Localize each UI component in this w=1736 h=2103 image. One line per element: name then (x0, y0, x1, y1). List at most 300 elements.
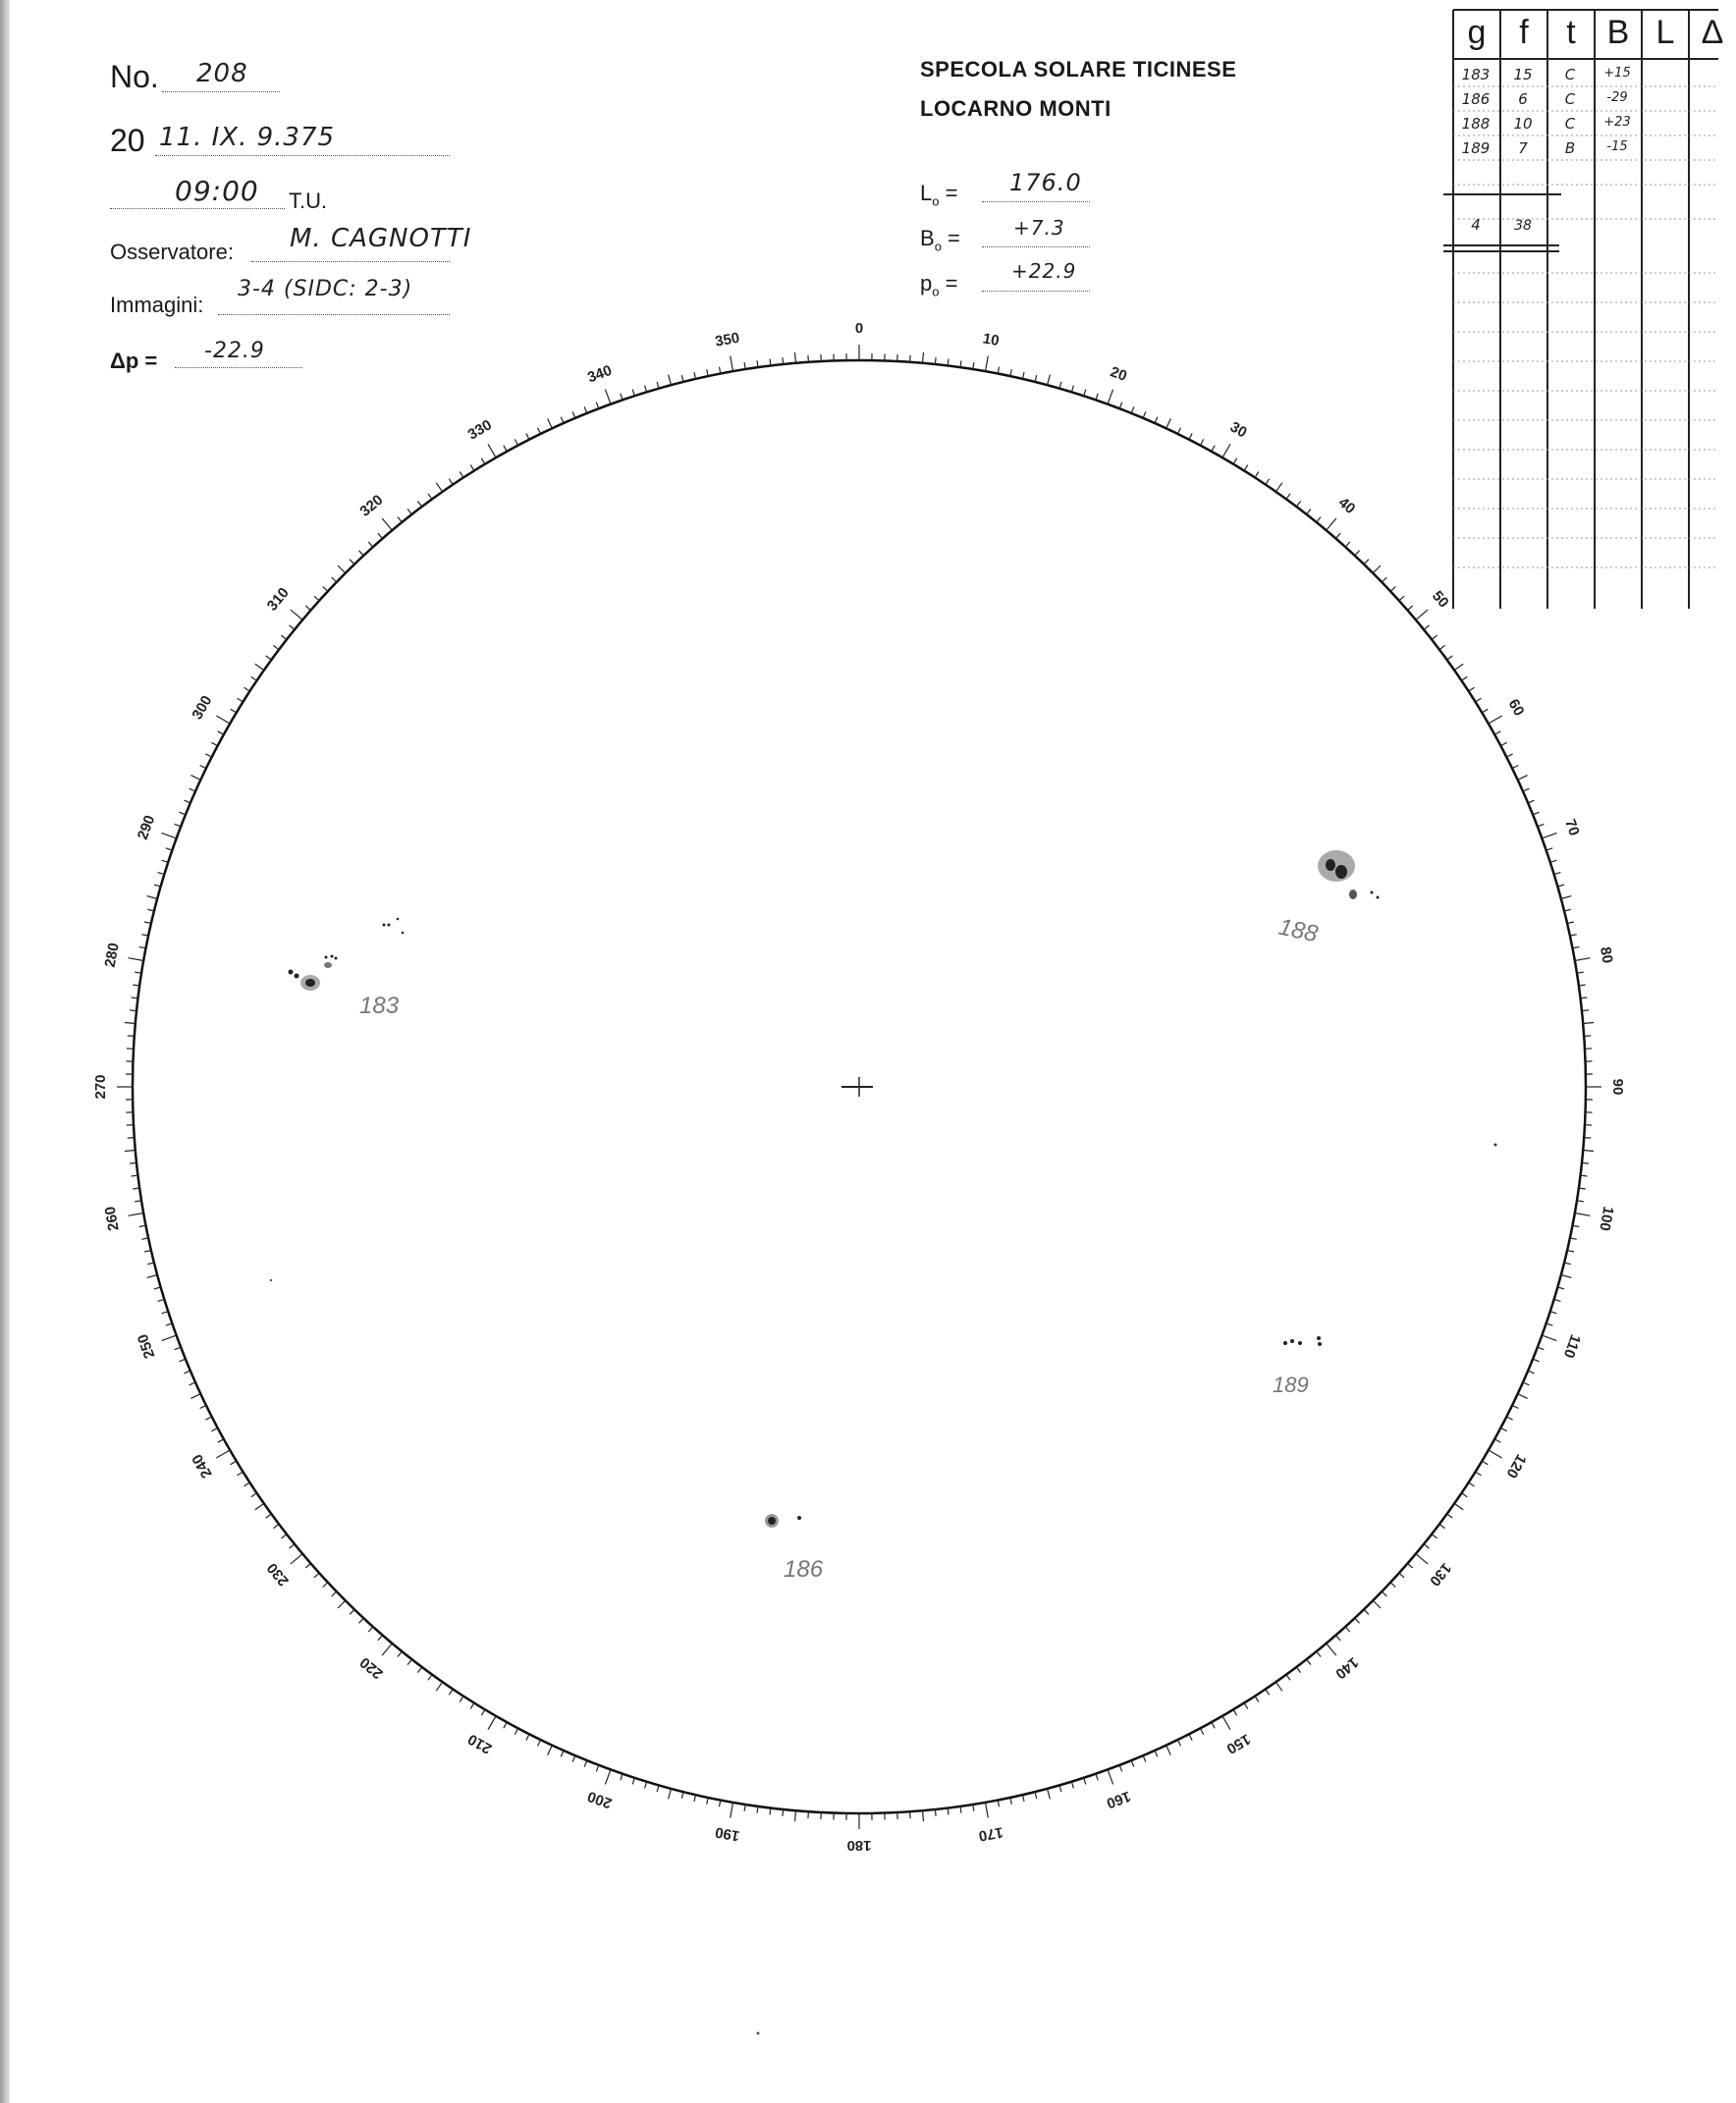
degree-label-200: 200 (585, 1787, 615, 1812)
degree-label-160: 160 (1104, 1787, 1133, 1812)
degree-tick (1048, 375, 1051, 386)
degree-tick (1317, 1651, 1321, 1656)
table-cell: -29 (1606, 90, 1628, 105)
degree-tick (948, 359, 949, 366)
table-cell: C (1564, 115, 1576, 133)
degree-tick (290, 625, 295, 629)
degree-tick (211, 742, 217, 745)
table-cell: C (1564, 90, 1576, 108)
degree-tick (417, 501, 421, 507)
degree-tick (129, 958, 144, 961)
degree-label-170: 170 (977, 1823, 1004, 1845)
degree-tick (1233, 458, 1237, 464)
degree-tick (1364, 560, 1369, 565)
degree-tick (290, 1544, 295, 1548)
degree-tick (910, 355, 911, 362)
degree-tick (1286, 494, 1290, 500)
table-header-f: f (1519, 14, 1529, 51)
degree-label-20: 20 (1108, 363, 1129, 385)
degree-tick (338, 566, 346, 573)
degree-tick (428, 1675, 432, 1681)
sunspot-pore (1290, 1339, 1294, 1343)
degree-tick (1255, 1697, 1259, 1702)
sunspot-pore (388, 924, 391, 927)
degree-tick (632, 1778, 634, 1785)
time-unit: T.U. (289, 189, 328, 213)
degree-label-300: 300 (189, 692, 216, 723)
degree-tick (1399, 1573, 1404, 1578)
degree-tick (1494, 1439, 1500, 1442)
sunspot-pore (1318, 1342, 1322, 1346)
sunspot-group-183 (289, 918, 405, 1019)
degree-tick (166, 848, 173, 850)
degree-tick (281, 635, 287, 639)
degree-tick (1155, 1751, 1158, 1756)
degree-label-60: 60 (1504, 696, 1528, 720)
degree-tick (216, 1450, 230, 1458)
degree-tick (1554, 873, 1561, 875)
degree-tick (132, 1175, 138, 1176)
degree-tick (1166, 418, 1171, 428)
degree-label-210: 210 (464, 1730, 495, 1757)
degree-label-130: 130 (1426, 1559, 1455, 1590)
degree-tick (190, 776, 200, 781)
sunspot-group-188 (1276, 850, 1380, 947)
observer-value: M. CAGNOTTI (290, 224, 472, 253)
degree-label-280: 280 (101, 942, 123, 969)
degree-tick (1390, 587, 1395, 592)
degree-tick (669, 1789, 672, 1800)
degree-tick (1071, 386, 1073, 393)
degree-tick (1035, 1792, 1037, 1799)
degree-tick (1364, 1609, 1369, 1614)
table-cell: 15 (1513, 66, 1533, 83)
degree-tick (158, 873, 165, 875)
degree-tick (147, 1275, 158, 1278)
group-label-183: 183 (359, 993, 400, 1019)
sunspot-pore (1349, 890, 1357, 899)
degree-tick (1546, 1323, 1553, 1325)
degree-label-150: 150 (1223, 1730, 1254, 1757)
degree-label-140: 140 (1331, 1653, 1362, 1683)
degree-tick (179, 812, 186, 815)
degree-tick (1416, 610, 1428, 620)
degree-tick (129, 1213, 144, 1216)
degree-tick (488, 1716, 496, 1730)
degree-tick (669, 375, 672, 386)
degree-tick (923, 1810, 924, 1821)
degree-tick (731, 356, 733, 372)
table-header-t: t (1566, 14, 1576, 51)
degree-tick (314, 1573, 319, 1578)
sunspot-pore (383, 924, 386, 927)
degree-label-190: 190 (714, 1823, 741, 1845)
degree-tick (986, 1803, 989, 1818)
degree-tick (238, 698, 244, 702)
degree-label-0: 0 (854, 319, 864, 337)
degree-tick (305, 1564, 310, 1569)
degree-tick (795, 352, 796, 363)
degree-tick (1416, 1554, 1428, 1564)
degree-tick (162, 860, 169, 862)
p0-value: +22.9 (1011, 259, 1077, 283)
degree-tick (548, 418, 553, 428)
degree-tick (128, 1036, 135, 1037)
degree-tick (470, 1703, 474, 1709)
degree-tick (572, 411, 575, 417)
sunspot-pore (331, 955, 334, 958)
degree-tick (1408, 1564, 1413, 1569)
sunspot-pore (335, 957, 338, 960)
degree-tick (1143, 1755, 1146, 1761)
degree-tick (179, 1359, 186, 1362)
table-cell: 186 (1461, 90, 1491, 108)
degree-tick (200, 1405, 206, 1408)
scan-speck (757, 2032, 760, 2035)
degree-tick (1119, 403, 1122, 409)
degree-tick (1200, 439, 1203, 445)
sunspot-penumbra (1318, 850, 1355, 882)
degree-label-330: 330 (464, 416, 495, 444)
degree-tick (436, 1682, 442, 1691)
degree-tick (572, 1755, 575, 1761)
degree-tick (291, 610, 302, 620)
table-total-spots: 38 (1514, 218, 1532, 234)
degree-tick (1489, 1450, 1502, 1458)
degree-tick (1108, 1769, 1113, 1784)
date-value: 11. IX. 9.375 (159, 123, 336, 152)
table-header-L: L (1655, 14, 1675, 51)
degree-tick (1432, 635, 1438, 639)
degree-label-240: 240 (189, 1451, 216, 1482)
degree-tick (162, 1312, 169, 1314)
degree-tick (584, 1760, 587, 1767)
degree-label-250: 250 (134, 1331, 159, 1361)
degree-tick (281, 1535, 287, 1538)
degree-tick (1564, 909, 1571, 911)
degree-tick (584, 406, 587, 413)
degree-tick (216, 716, 230, 724)
degree-tick (1567, 922, 1574, 924)
degree-tick (147, 1263, 154, 1265)
degree-tick (1542, 833, 1556, 838)
degree-tick (538, 428, 541, 434)
degree-tick (125, 1151, 136, 1152)
degree-tick (1275, 483, 1281, 492)
table-header-B: B (1606, 14, 1630, 51)
delta-p-label: Δp = (110, 349, 158, 373)
degree-tick (162, 833, 177, 838)
degree-tick (1538, 1347, 1545, 1350)
degree-tick (783, 1809, 784, 1816)
group-label-188: 188 (1275, 913, 1321, 948)
degree-tick (1542, 1335, 1556, 1341)
degree-tick (359, 1618, 364, 1623)
degree-tick (1476, 1472, 1482, 1476)
table-header-g: g (1467, 14, 1487, 51)
degree-label-50: 50 (1428, 587, 1452, 612)
degree-tick (1533, 1359, 1540, 1362)
degree-tick (1382, 577, 1386, 582)
sunspot-group-186 (765, 1514, 824, 1583)
degree-tick (681, 1792, 683, 1799)
degree-tick (1583, 1151, 1594, 1152)
degree-tick (338, 1600, 346, 1608)
degree-tick (158, 1299, 165, 1301)
year-prefix: 20 (110, 123, 145, 158)
degree-tick (1408, 606, 1413, 611)
L0-label: $L_o$ = (920, 181, 958, 209)
degree-tick (526, 433, 529, 439)
degree-tick (481, 458, 485, 464)
degree-tick (1382, 1591, 1386, 1596)
degree-tick (1561, 896, 1572, 899)
degree-tick (526, 1734, 529, 1740)
degree-tick (515, 1728, 517, 1734)
degree-tick (359, 551, 364, 556)
degree-tick (605, 1769, 611, 1784)
degree-tick (436, 483, 442, 492)
sunspot-pore (289, 970, 294, 975)
degree-tick (266, 656, 272, 660)
degree-label-290: 290 (134, 813, 159, 842)
sunspot-pore (295, 974, 299, 979)
degree-tick (1575, 1213, 1591, 1216)
degree-tick (291, 1554, 302, 1564)
scan-speck (1494, 1144, 1497, 1147)
degree-tick (605, 390, 611, 404)
sunspot-pore (1371, 891, 1374, 894)
degree-tick (1462, 676, 1468, 680)
degree-tick (1439, 1524, 1445, 1528)
degree-tick (144, 922, 151, 924)
degree-label-310: 310 (263, 584, 293, 615)
time-value: 09:00 (175, 175, 259, 207)
degree-tick (948, 1808, 949, 1815)
degree-tick (205, 1417, 211, 1420)
table-cell: +23 (1603, 115, 1631, 130)
degree-tick (130, 1162, 136, 1163)
degree-tick (1550, 1312, 1557, 1314)
sunspot-pore (1298, 1341, 1302, 1345)
degree-tick (1336, 1636, 1341, 1641)
degree-tick (1538, 824, 1545, 827)
degree-tick (1166, 1746, 1171, 1755)
table-total-groups: 4 (1471, 216, 1481, 234)
degree-tick (1399, 596, 1404, 601)
degree-tick (1550, 860, 1557, 862)
degree-tick (449, 1690, 453, 1696)
table-cell: +15 (1603, 66, 1631, 81)
observer-label: Osservatore: (110, 240, 234, 264)
degree-tick (190, 1382, 195, 1385)
degree-label-260: 260 (101, 1205, 123, 1232)
degree-label-30: 30 (1226, 418, 1250, 442)
degree-tick (1071, 1782, 1073, 1789)
degree-tick (561, 1751, 564, 1756)
degree-label-120: 120 (1502, 1451, 1530, 1482)
degree-label-350: 350 (714, 329, 741, 350)
degree-tick (1048, 1789, 1051, 1800)
degree-tick (1554, 1299, 1561, 1301)
degree-tick (481, 1709, 485, 1715)
degree-tick (808, 1811, 809, 1818)
degree-tick (1518, 776, 1528, 781)
degree-tick (175, 1347, 182, 1350)
degree-tick (632, 390, 634, 397)
degree-tick (1584, 1036, 1591, 1037)
degree-tick (1131, 1760, 1134, 1767)
degree-tick (1439, 645, 1445, 649)
degree-tick (1582, 1010, 1589, 1011)
degree-tick (1432, 1535, 1438, 1538)
degree-tick (460, 472, 463, 478)
degree-tick (378, 533, 383, 538)
degree-tick (218, 731, 224, 734)
degree-tick (1296, 501, 1300, 507)
degree-tick (266, 1514, 272, 1518)
degree-tick (504, 446, 507, 452)
group-label-186: 186 (784, 1556, 824, 1583)
L0-value: 176.0 (1009, 169, 1082, 196)
degree-tick (1222, 1716, 1230, 1730)
degree-tick (731, 1803, 733, 1818)
degree-tick (1469, 1483, 1475, 1486)
degree-tick (323, 1583, 328, 1588)
degree-tick (1023, 1795, 1025, 1802)
group-label-189: 189 (1273, 1373, 1309, 1397)
degree-tick (1564, 1263, 1571, 1265)
degree-tick (218, 1439, 224, 1442)
degree-tick (596, 403, 599, 409)
degree-tick (1266, 479, 1270, 485)
degree-tick (1373, 1600, 1381, 1608)
degree-tick (1512, 766, 1518, 769)
number-value: 208 (196, 59, 248, 88)
degree-tick (1275, 1682, 1281, 1691)
degree-tick (1581, 1175, 1588, 1176)
degree-tick (1345, 542, 1350, 547)
degree-tick (986, 356, 989, 372)
degree-tick (1084, 1778, 1086, 1785)
degree-tick (1255, 472, 1259, 478)
degree-tick (621, 1774, 623, 1781)
degree-tick (935, 1809, 936, 1816)
degree-tick (923, 352, 924, 363)
sunspot-umbra (1326, 859, 1335, 871)
degree-tick (1155, 417, 1158, 423)
degree-tick (1177, 428, 1180, 434)
degree-tick (323, 587, 328, 592)
degree-tick (1266, 1690, 1270, 1696)
degree-tick (548, 1746, 553, 1755)
degree-tick (1482, 709, 1488, 713)
degree-tick (808, 355, 809, 362)
degree-tick (1567, 1251, 1574, 1253)
degree-tick (449, 479, 453, 485)
degree-tick (538, 1740, 541, 1746)
degree-tick (1469, 687, 1475, 691)
degree-tick (305, 606, 310, 611)
degree-tick (645, 386, 647, 393)
table-cell: B (1564, 139, 1576, 157)
table-cell: -15 (1606, 139, 1628, 154)
degree-tick (504, 1722, 507, 1728)
table-cell: 7 (1518, 139, 1528, 157)
degree-tick (1212, 446, 1215, 452)
table-cell: 6 (1518, 90, 1528, 108)
B0-value: +7.3 (1013, 216, 1065, 240)
degree-tick (910, 1811, 911, 1818)
degree-tick (1286, 1675, 1290, 1681)
images-label: Immagini: (110, 293, 204, 317)
degree-tick (350, 560, 354, 565)
degree-tick (1296, 1667, 1300, 1673)
sunspot-pore (1283, 1341, 1287, 1345)
degree-tick (1233, 1709, 1237, 1715)
degree-tick (1546, 848, 1553, 850)
degree-tick (382, 518, 392, 530)
degree-tick (332, 577, 337, 582)
degree-tick (1494, 731, 1500, 734)
degree-tick (1489, 716, 1502, 724)
degree-tick (147, 909, 154, 911)
degree-tick (184, 1371, 190, 1374)
degree-tick (1189, 433, 1192, 439)
degree-tick (130, 1010, 136, 1011)
degree-tick (378, 1636, 383, 1641)
degree-tick (244, 1483, 250, 1486)
degree-tick (1143, 411, 1146, 417)
degree-tick (382, 1644, 392, 1655)
images-value: 3-4 (SIDC: 2-3) (238, 277, 413, 301)
sunspot-group-189 (1273, 1336, 1322, 1397)
degree-tick (251, 676, 257, 680)
degree-tick (783, 357, 784, 364)
degree-tick (561, 417, 564, 423)
degree-tick (200, 766, 206, 769)
degree-tick (1523, 1382, 1529, 1385)
degree-tick (935, 357, 936, 364)
degree-tick (488, 444, 496, 458)
degree-tick (428, 494, 432, 500)
degree-tick (515, 439, 517, 445)
degree-tick (645, 1782, 647, 1789)
degree-label-220: 220 (356, 1653, 387, 1683)
table-cell: 183 (1461, 66, 1491, 83)
sunspot-pore (397, 918, 400, 921)
degree-tick (470, 465, 474, 471)
degree-tick (251, 1493, 257, 1497)
degree-tick (1200, 1728, 1203, 1734)
degree-tick (1355, 1618, 1360, 1623)
degree-tick (1454, 1503, 1463, 1509)
degree-tick (694, 1795, 696, 1802)
degree-tick (350, 1609, 354, 1614)
degree-tick (1096, 1774, 1098, 1781)
degree-tick (244, 687, 250, 691)
degree-tick (1212, 1722, 1215, 1728)
degree-tick (1500, 742, 1506, 745)
degree-tick (398, 1651, 402, 1656)
degree-tick (1584, 1138, 1591, 1139)
degree-tick (1084, 390, 1086, 397)
degree-tick (1035, 375, 1037, 382)
table-cell: C (1564, 66, 1576, 83)
degree-tick (1528, 800, 1534, 803)
degree-tick (1307, 1659, 1311, 1665)
degree-label-10: 10 (981, 330, 1001, 350)
